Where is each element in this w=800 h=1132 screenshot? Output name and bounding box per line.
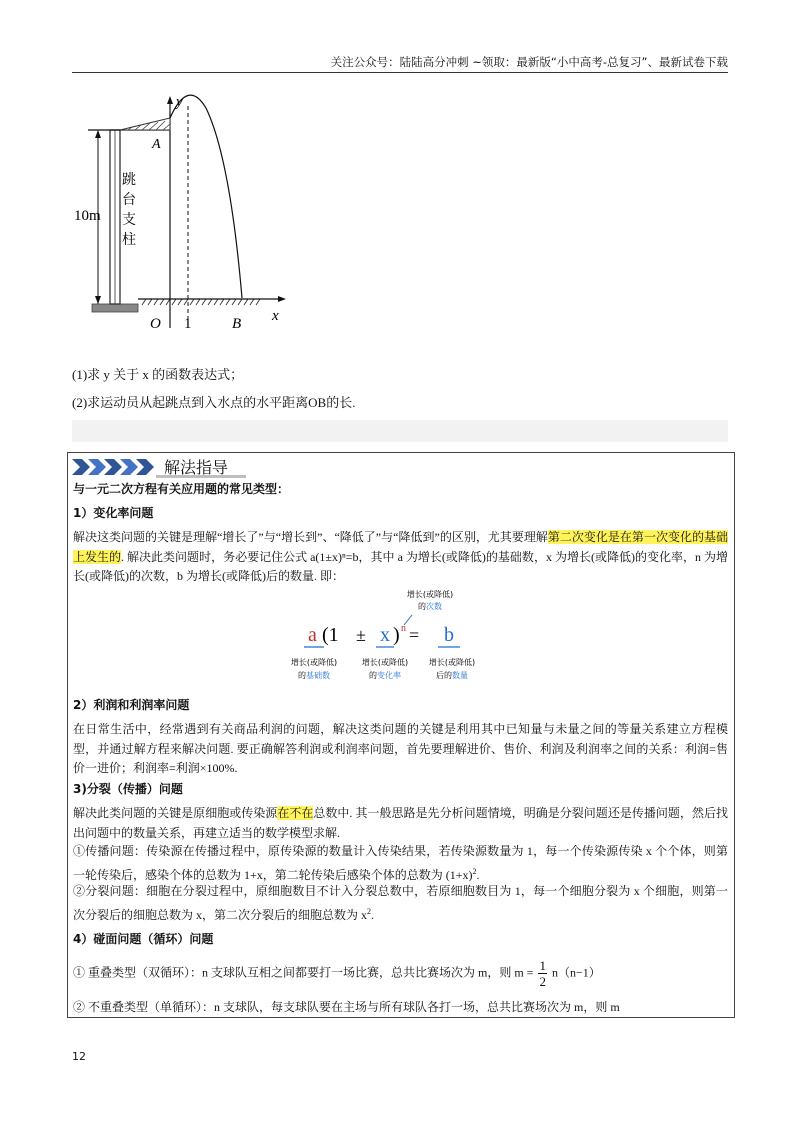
- origin-label: O: [150, 316, 161, 332]
- formula-b-note-1: 增长(或降低): [428, 658, 476, 667]
- formula-n: n: [401, 623, 406, 634]
- formula-n-note-2: [418, 601, 442, 611]
- section-3-propagation-end: .: [476, 867, 480, 882]
- chevrons-icon: [72, 457, 162, 477]
- section-4-single-loop: ② 不重叠类型（单循环）：n 支球队，每支球队要在主场与所有球队各打一场，总共比赛场次为 m，则 m: [73, 1000, 620, 1014]
- separator-band: [72, 420, 728, 442]
- section-3-propagation-sup: 2: [472, 866, 477, 876]
- question-1: (1)求 y 关于 x 的函数表达式；: [72, 367, 244, 382]
- formula-b: b: [444, 624, 454, 646]
- formula-eq: =: [409, 625, 420, 645]
- formula-close: ): [393, 624, 400, 646]
- page-number: 12: [72, 1050, 86, 1063]
- point-b-label: B: [232, 316, 242, 332]
- section-3-propagation-text: ①传播问题：传染源在传播过程中，原传染源的数量计入传染结果，若传染源数量为 1，每一个传染源传染 x 个个体，则第一轮传染后，感染个体的总数为 1+x，第二轮传染后感染个体的总数为 (1+x): [73, 844, 728, 882]
- diving-figure: [72, 88, 302, 340]
- pillar-char-3: 支: [122, 212, 136, 228]
- formula-x: x: [380, 624, 390, 646]
- x-axis-label: x: [272, 308, 279, 324]
- section-3-propagation: [73, 842, 728, 885]
- formula-x-note-2a: 的: [369, 671, 377, 680]
- formula-n-note-2a: 的: [418, 602, 426, 611]
- section-3-highlight: 在不在: [277, 806, 314, 820]
- section-3-text: [73, 804, 728, 843]
- formula-x-note-1: 增长(或降低): [361, 658, 409, 667]
- growth-formula: [280, 585, 520, 685]
- section-3-title: 3)分裂（传播）问题: [73, 782, 183, 796]
- header-rule: [72, 72, 728, 73]
- pillar-char-4: 柱: [122, 232, 136, 248]
- section-1-title: 1）变化率问题: [73, 506, 154, 520]
- formula-a-note-2: [298, 670, 330, 680]
- guide-title: 解法指导: [164, 458, 229, 477]
- formula-b-note-2b: 数量: [452, 671, 468, 680]
- section-4-title: 4）碰面问题（循环）问题: [73, 932, 214, 946]
- formula-b-note-2a: 后的: [436, 671, 452, 680]
- one-half-fraction: [538, 958, 547, 989]
- section-4-double-loop-formula: n（n−1）: [551, 965, 601, 980]
- section-1-text-b: . 解决此类问题时，务必要记住公式 a(1±x)ⁿ=b，其中 a 为增长(或降低)的基础数，x 为增长(或降低)的变化率，n 为增长(或降低)的次数，b 为增长(或降低)后的数量. 即：: [73, 549, 728, 583]
- formula-a-note-2a: 的: [298, 671, 306, 680]
- tick-1-label: 1: [184, 316, 192, 332]
- section-3-division-end: .: [371, 907, 375, 922]
- formula-x-note-2: [369, 670, 401, 680]
- section-2-text: 在日常生活中，经常遇到有关商品利润的问题，解决这类问题的关键是利用其中已知量与未量之间的等量关系建立方程模型，并通过解方程来解决问题. 要正确解答利润或利润率问题，首先要理解进价、售价、利润及利润率之间的关系：利润=售价一进价；利润率=利润×100%.: [73, 722, 728, 775]
- section-3-text-b: 总数中. 其一般思路是先分析问题情境，明确是分裂问题还是传播问题，然后找出问题中的数量关系，再建立适当的数学模型求解.: [73, 806, 728, 840]
- ground-hatch: [142, 299, 272, 305]
- section-3-division-text: ②分裂问题：细胞在分裂过程中，原细胞数目不计入分裂总数中，若原细胞数目为 1，每一个细胞分裂为 x 个细胞，则第一次分裂后的细胞总数为 x，第二次分裂后的细胞总数为 x: [73, 884, 728, 922]
- section-4-double-loop-text: ① 重叠类型（双循环）：n 支球队互相之间都要打一场比赛，总共比赛场次为 m，则 m =: [73, 965, 534, 980]
- section-1-highlight: 第二次变化是在第一次变化的基础上发生的: [73, 530, 728, 564]
- fraction-numerator: 1: [539, 958, 546, 973]
- pillar-char-2: 台: [122, 192, 136, 208]
- trajectory-curve: [170, 95, 242, 298]
- formula-n-note-1: 增长(或降低): [406, 590, 454, 599]
- point-a-label: A: [152, 137, 161, 152]
- section-1-text-a: 解决这类问题的关键是理解“增长了”与“增长到”、“降低了”与“降低到”的区别，尤其要理解: [73, 530, 548, 544]
- formula-open: (1: [322, 624, 339, 646]
- y-axis-label: y: [176, 94, 183, 110]
- formula-pm: ±: [356, 625, 366, 645]
- section-4-double-loop: [73, 958, 728, 989]
- formula-a-note-2b: 基础数: [306, 671, 330, 680]
- formula-n-note-2b: 次数: [426, 602, 442, 611]
- formula-a-note-1: 增长(或降低): [290, 658, 338, 667]
- formula-a: a: [308, 624, 317, 646]
- height-label: 10m: [74, 208, 101, 224]
- section-3-division: [73, 882, 728, 925]
- formula-b-note-2: [436, 670, 468, 680]
- page-header: 关注公众号：陆陆高分冲刺 ~领取：最新版“小中高考-总复习”、最新试卷下载: [330, 55, 728, 69]
- formula-x-note-2b: 变化率: [377, 671, 401, 680]
- section-3-division-sup: 2: [367, 906, 372, 916]
- section-1-text: [73, 528, 728, 587]
- pillar-char-1: 跳: [122, 172, 136, 188]
- section-3-text-a: 解决此类问题的关键是原细胞或传染源: [73, 806, 278, 820]
- section-2-title: 2）利润和利润率问题: [73, 698, 190, 712]
- question-2: (2)求运动员从起跳点到入水点的水平距离OB的长.: [72, 395, 356, 410]
- guide-intro: 与一元二次方程有关应用题的常见类型：: [73, 482, 290, 496]
- fraction-denominator: 2: [539, 974, 546, 989]
